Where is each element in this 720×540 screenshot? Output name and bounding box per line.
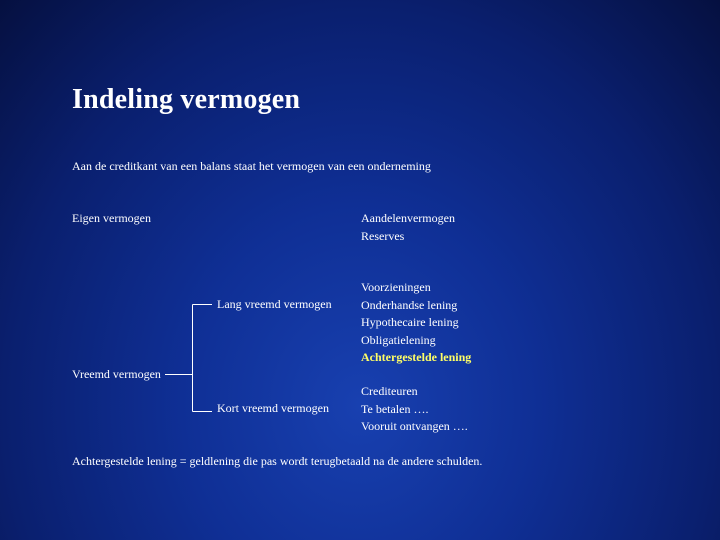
list-item: Onderhandse lening <box>361 297 458 312</box>
list-item: Vooruit ontvangen …. <box>361 419 468 433</box>
lang-vreemd-label: Lang vreemd vermogen <box>217 297 332 311</box>
highlighted-item: Achtergestelde lening <box>361 350 472 364</box>
list-item: Voorzieningen <box>361 280 431 294</box>
list-item: Aandelenvermogen <box>361 211 455 225</box>
vreemd-vermogen-label: Vreemd vermogen <box>72 367 161 381</box>
kort-vreemd-items <box>361 383 468 436</box>
list-item: Crediteuren <box>361 384 418 398</box>
slide-title: Indeling vermogen <box>72 84 301 115</box>
list-item: Reserves <box>361 228 405 243</box>
list-item: Hypothecaire lening <box>361 315 459 329</box>
list-item: Te betalen …. <box>361 401 429 416</box>
intro-text: Aan de creditkant van een balans staat het vermogen van een onderneming <box>72 159 431 173</box>
list-item: Obligatielening <box>361 332 436 347</box>
kort-vreemd-label: Kort vreemd vermogen <box>217 401 329 415</box>
lang-vreemd-items <box>361 279 471 367</box>
eigen-vermogen-label: Eigen vermogen <box>72 211 151 225</box>
footnote: Achtergestelde lening = geldlening die pas wordt terugbetaald na de andere schulden. <box>72 454 483 468</box>
